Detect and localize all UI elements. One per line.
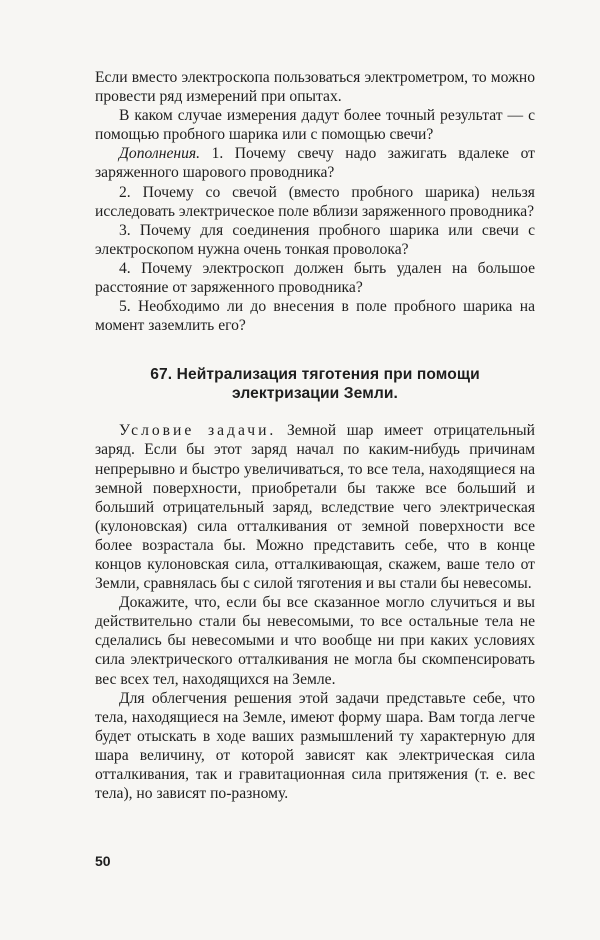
supplement-question-4: 4. Почему электроскоп должен быть удален на большое расстояние от заряженного проводника? (95, 259, 535, 297)
condition-paragraph (95, 421, 535, 593)
section-title-line-1: 67. Нейтрализация тяготения при помощи (150, 366, 480, 384)
supplement-question-5: 5. Необходимо ли до внесения в поле пробного шарика на момент заземлить его? (95, 298, 535, 335)
supplement-question-3: 3. Почему для соединения пробного шарика или свечи с электроскопом нужна очень тонкая проволока? (95, 221, 535, 258)
supplement-label: Дополнения. (119, 145, 201, 163)
supplement-question-1 (95, 144, 535, 182)
condition-label: Условие задачи. (119, 422, 277, 440)
hint-paragraph: Для облегчения решения этой задачи представьте себе, что тела, находящиеся на Земле, имеют форму шара. Вам тогда легче будет отыскать в ходе ваших размышлений ту характерную для шара величину, от которой зависят как электрическая сила отталкивания, так и гравитационная сила притяжения (т. е. вес тела), но зависят по-разному. (95, 689, 535, 803)
paragraph-accuracy-question: В каком случае измерения дадут более точный результат — с помощью пробного шарика или с помощью свечи? (95, 107, 535, 144)
section-title-line-2: электризации Земли. (232, 385, 398, 403)
paragraph-electrometer: Если вместо электроскопа пользоваться электрометром, то можно провести ряд измерений при опытах. (95, 69, 535, 106)
page-body (95, 68, 535, 803)
proof-paragraph: Докажите, что, если бы все сказанное могло случиться и вы действительно стали бы невесомыми, то все остальные тела не сделались бы невесомыми и что вообще ни при каких условиях сила электрического отталкивания не могла бы скомпенсировать вес всех тел, находящихся на Земле. (95, 594, 535, 688)
section-heading (95, 365, 535, 403)
page-number: 50 (95, 853, 111, 869)
supplement-question-2: 2. Почему со свечой (вместо пробного шарика) нельзя исследовать электрическое поле вблизи заряженного проводника? (95, 183, 535, 220)
condition-text: Земной шар имеет отрицательный заряд. Если бы этот заряд начал по каким-нибудь причинам непрерывно и быстро увеличиваться, то все тела, находящиеся на земной поверхности, приобретали бы также все больший и больший отрицательный заряд, вследствие чего электрическая (кулоновская) сила отталкивания от земной поверхности все более возрастала бы. Можно представить себе, что в конце концов кулоновская сила, отталкивающая, скажем, ваше тело от Земли, сравнялась бы с силой тяготения и вы стали бы невесомы. (95, 422, 535, 593)
supplement-question-1-text: 1. Почему свечу надо зажигать вдалеке от заряженного шарового проводника? (95, 145, 535, 182)
